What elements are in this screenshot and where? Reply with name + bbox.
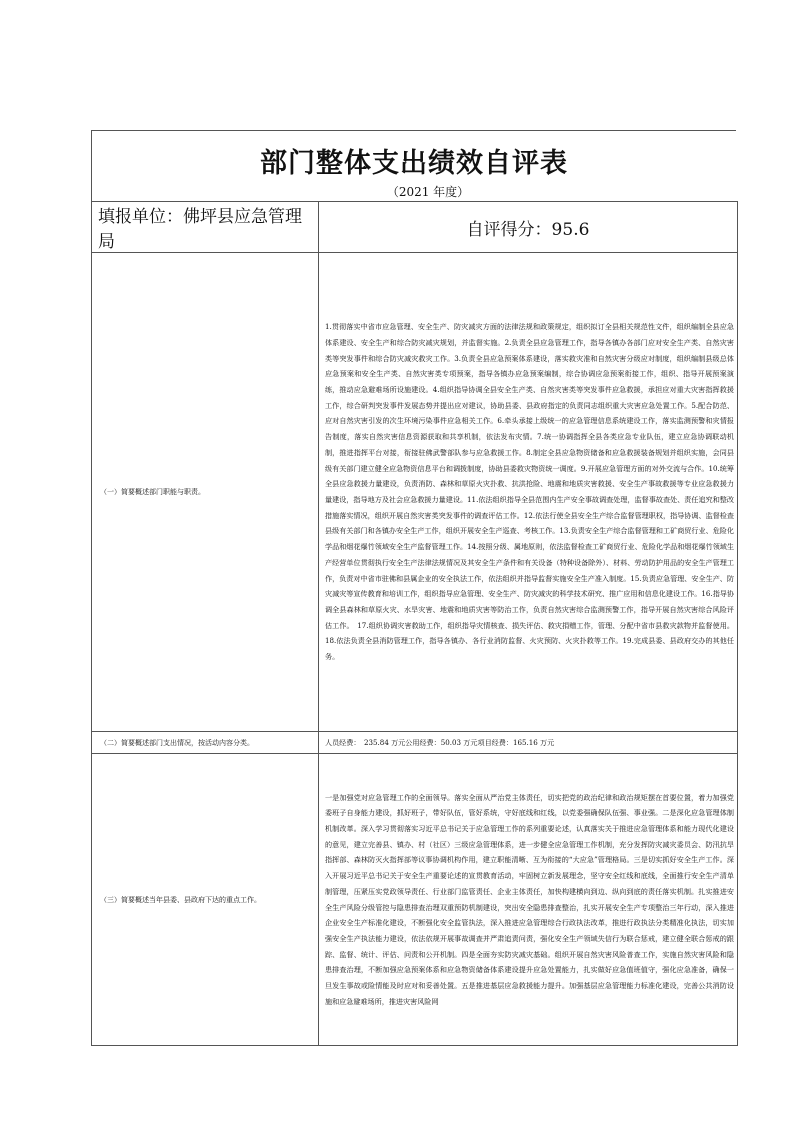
evaluation-table — [91, 201, 738, 1046]
row-content-key-work: 一是加强党对应急管理工作的全面领导。落实全面从严治党主体责任，切实把党的政治纪律和政治规矩摆在首要位置，着力加强党委班子自身能力建设，抓好班子，带好队伍，管好系统，守好底线和红线，以党委强确保队伍强、事业强。二是深化应急管理体制机制改革。深入学习贯彻落实习近平总书记关于应急管理工作的系列重要论述，认真落实关于推进应急管理体系和能力现代化建设的意见，建立完善县、镇办、村（社区）三级应急管理体系，进一步健全应急管理工作机制，充分发挥防灾减灾委员会、防汛抗旱指挥部、森林防灭火指挥部等议事协调机构作用，建立职能清晰、互为衔接的“大应急”管理格局。三是切实抓好安全生产工作。深入开展习近平总书记关于安全生产重要论述的宣贯教育活动，牢固树立新发展理念，坚守安全红线和底线，全面推行安全生产清单制管理，压紧压实党政领导责任、行业部门监管责任、企业主体责任，加快构建横向到边、纵向到底的责任落实机制。扎实推进安全生产风险分级管控与隐患排查治理双重预防机制建设，突出安全隐患排查整治，扎实开展安全生产专项整治三年行动，深入推进企业安全生产标准化建设，不断强化安全监管执法，深入推进应急管理综合行政执法改革，推进行政执法分类精准化执法，切实加强安全生产执法能力建设，依法依规开展事故调查并严肃追责问责，强化安全生产领域失信行为联合惩戒，建立健全联合惩戒的跟踪、监督、统计、评估、问责和公开机制。四是全面夯实防灾减灾基础。组织开展自然灾害风险普查工作，实施自然灾害风险和隐患排查治理，不断加强应急预案体系和应急物资储备体系建设提升应急处置能力，扎实做好应急值班值守，强化应急准备，确保一旦发生事故或险情能及时应对和妥善处置。五是推进基层应急救援能力提升。加强基层应急管理能力标准化建设，完善公共消防设施和应急避难场所，推进灾害风险网 — [319, 754, 738, 1046]
row-label-duties: （一）简要概述部门职能与职责。 — [92, 253, 319, 732]
year-text: （2021 年度） — [386, 185, 470, 199]
form-title: 部门整体支出绩效自评表 — [260, 148, 568, 179]
table-row — [92, 732, 738, 754]
score-label: 自评得分：95.6 — [319, 202, 738, 253]
row-label-expenditure: （二）简要概述部门支出情况，按活动内容分类。 — [92, 732, 319, 754]
table-row — [92, 754, 738, 1046]
form-year — [91, 183, 735, 200]
table-row — [92, 253, 738, 732]
row-label-key-work: （三）简要概述当年县委、县政府下达的重点工作。 — [92, 754, 319, 1046]
row-content-duties: 1.贯彻落实中省市应急管理、安全生产、防灾减灾方面的法律法规和政策规定，组织拟订全县相关规范性文件，组织编制全县应急体系建设、安全生产和综合防灾减灾规划，并监督实施。2.负责全县应急管理工作，指导各镇办各部门应对安全生产类、自然灾害类等突发事件和综合防灾减灾救灾工作。3.负责全县应急预案体系建设，落实救灾准和自然灾害分级应对制度，组织编制县级总体应急预案和安全生产类、自然灾害类专项预案，指导各镇办应急预案编制，综合协调应急预案衔接工作，组织、指导开展预案演练，推动应急避难场所设施建设。4.组织指导协调全县安全生产类、自然灾害类等突发事件应急救援，承担应对重大灾害指挥救援工作，综合研判突发事件发展态势并提出应对建议，协助县委、县政府指定的负责同志组织重大灾害应急处置工作。5.配合防范、应对自然灾害引发的次生环境污染事件应急相关工作。6.牵头承接上级统一的应急管理信息系统建设工作，落实监测预警和灾情报告制度，落实自然灾害信息资源获取和共享机制，依法发布灾情。7.统一协调指挥全县各类应急专业队伍，建立应急协调联动机制，推进指挥平台对接，衔接驻佛武警部队参与应急救援工作。8.制定全县应急物资储备和应急救援装备规划并组织实施，会同县级有关部门建立健全应急物资信息平台和调拨制度，协助县委救灾物资统一调度。9.开展应急管理方面的对外交流与合作。10.统筹全县应急救援力量建设，负责消防、森林和草原火灾扑救、抗洪抢险、地震和地质灾害救援、安全生产事故救援等专业应急救援力量建设，指导地方及社会应急救援力量建设。11.依法组织指导全县范围内生产安全事故调查处理，监督事故查处、责任追究和整改措施落实情况，组织开展自然灾害类突发事件的调查评估工作。12.依法行使全县安全生产综合监督管理职权，指导协调、监督检查县级有关部门和各镇办安全生产工作，组织开展安全生产巡查、考核工作。13.负责安全生产综合监督管理和工矿商贸行业、危险化学品和烟花爆竹领域安全生产监督管理工作。14.按照分级、属地原则，依法监督检查工矿商贸行业、危险化学品和烟花爆竹领域生产经营单位贯彻执行安全生产法律法规情况及其安全生产条件和有关设备（特种设备除外）、材料、劳动防护用品的安全生产管理工作，负责对中省市驻佛和县属企业的安全执法工作，依法组织并指导监督实施安全生产准入制度。15.负责应急管理、安全生产、防灾减灾等宣传教育和培训工作，组织指导应急管理、安全生产、防灾减灾的科学技术研究、推广应用和信息化建设工作。16.指导协调全县森林和草原火灾、水旱灾害、地震和地质灾害等防治工作，负责自然灾害综合监测预警工作，指导开展自然灾害综合风险评估工作。 17.组织协调灾害救助工作，组织指导灾情核查、损失评估、救灾捐赠工作，管理、分配中省市县救灾款物并监督使用。18.依法负责全县消防管理工作，指导各镇办、各行业消防监督、火灾预防、火灾扑救等工作。19.完成县委、县政府交办的其他任务。 — [319, 253, 738, 732]
header-row — [92, 202, 738, 253]
unit-label: 填报单位：佛坪县应急管理局 — [92, 202, 319, 253]
row-content-expenditure: 人员经费： 235.84 万元公用经费：50.03 万元项目经费：165.16 万元 — [319, 732, 738, 754]
